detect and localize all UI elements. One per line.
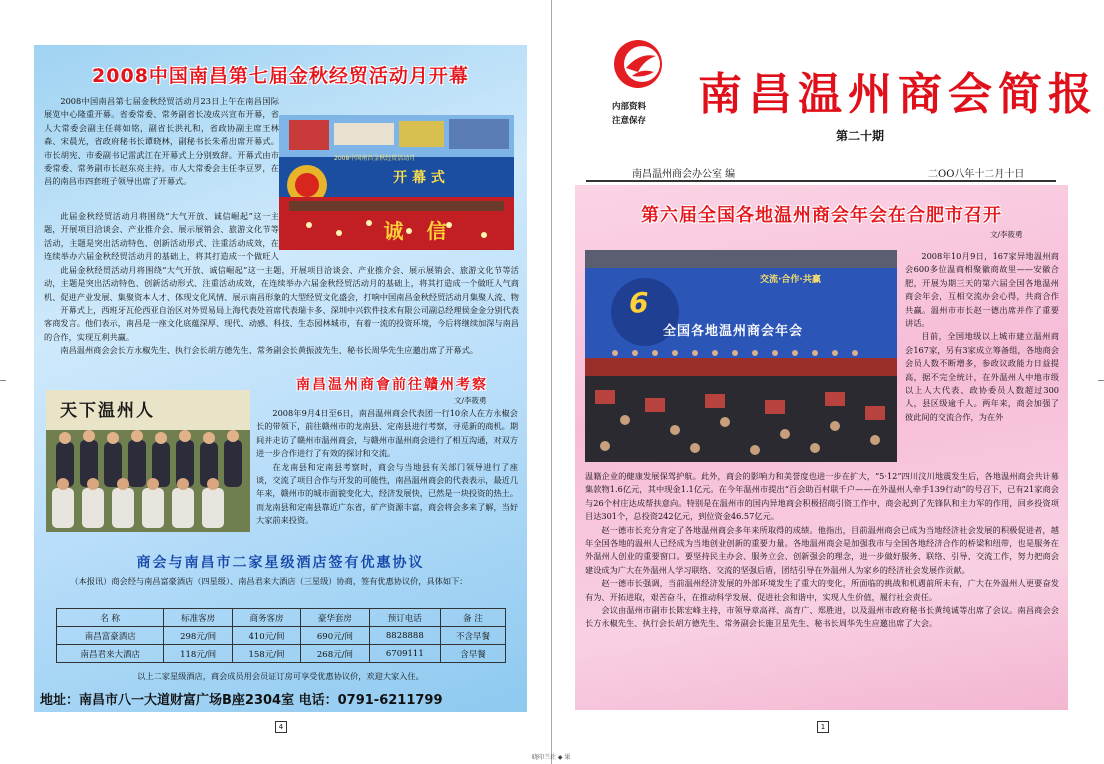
page-number-right: 1 [817,721,829,733]
page-gutter [551,0,552,764]
group-photo [46,390,250,532]
article1-paragraph-tail [44,264,519,304]
opening-ceremony-photo [279,115,514,250]
table-header-cell: 预订电话 [369,609,440,627]
article1-paragraph: 开幕式上，西班牙瓦伦西亚自治区对外贸易局上海代表处首席代表瑞卡多、深圳中兴软件技术有限公司副总经理侯金金分别代表客商发言。他们表示，南昌是一座文化底蕴深厚、现代、动感、科技、生态园林城市，有着一流的投资环境，今后将继续加深与南昌的合作，实现互利共赢。 [44,305,519,342]
byline-2: 文/李筱勇 [454,396,487,405]
group-photo-sign: 天下温州人 [60,401,155,421]
table-cell: 158元/间 [232,645,300,663]
right-main-text [585,470,1059,631]
right-side-column [905,250,1059,424]
issue-date: 二OO八年十二月十日 [928,169,1025,180]
crop-mark-left [0,380,6,381]
logo-captions [612,100,672,128]
article3-intro [54,575,514,588]
conference-hall-illustration [585,250,897,462]
table-cell: 含早餐 [440,645,505,663]
table-header-cell: 标准客房 [164,609,232,627]
right-main-paragraph: 赵一德市长充分肯定了各地温州商会多年来所取得的成绩。他指出，目前温州商会已成为当地经济社会发展的积极促进者，越年全国各地的温州人已经成为当地创业创新的重要力量。各地温州商会是加强我市与全国各地经济合作的桥梁和纽带，也是服务在外温州人创业的重要窗口。要坚持民主办会、服务立会、创新强会的理念，进一步做好服务、联络、引导、交流工作，努力把商会建设成为广大在外温州人学习联络、交流的坚强后盾，团结引导在外温州人为家乡的经济社会发展作贡献。 [585,524,1059,575]
header-rule [586,180,1056,182]
table-header-row [57,609,506,627]
table-cell: 南昌富豪酒店 [57,627,164,645]
table-row [57,627,506,645]
logo-caption-1: 内部资料 [612,102,647,112]
table-cell: 118元/间 [164,645,232,663]
left-subhead-3: 商会与南昌市二家星级酒店签有优惠协议 [136,555,425,571]
logo-caption-2: 注意保存 [612,116,647,126]
right-side-paragraph: 目前，全国地级以上城市建立温州商会167家，另有3家成立筹备组，各地商会会员人数不断增多，参政议政能力日益提高，据不完全统计，在外温州人中地市级以上人大代表、政协委员人数超过300人，县区级逾千人。两年来，商会加强了彼此间的交流合作，为在外 [905,331,1059,422]
left-headline: 2008中国南昌第七届金秋经贸活动月开幕 [92,65,469,87]
conference-banner-1: 交流·合作·共赢 [760,275,821,285]
page-number-left: 4 [275,721,287,733]
table-cell: 268元/间 [301,645,369,663]
table-header-cell: 豪华套房 [301,609,369,627]
ceremony-banner-top: 2008中国南昌金秋经贸活动月 [334,155,416,162]
table-note: 以上二家星级酒店，商会成员用会员证订房可享受优惠协议价，欢迎大家入住。 [137,671,424,681]
table-cell: 690元/间 [301,627,369,645]
hotel-rates-table [56,608,506,663]
table-header-cell: 备 注 [440,609,505,627]
left-subhead-2: 南昌温州商會前往贛州考察 [296,377,488,393]
right-main-paragraph: 温籍企业的健康发展保驾护航。此外，商会的影响力和美誉度也进一步在扩大，“5·12”四川汶川地震发生后，各地温州商会共计募集款物1.6亿元，其中现金1.1亿元。在今年温州市提出“百会助百村联千户——在外温州人牵手139行动”的号召下，已有21家商会与26个村庄达成帮扶意向。特别是在温州市的国内异地商会积极招商引资工作中，商会起到了先锋队和主力军的作用，回乡投资项目达301个，总投资242亿元，到位资金46.57亿元。 [585,471,1059,522]
masthead-title: 南昌温州商会简报 [698,69,1098,120]
address-bar: 地址：南昌市八一大道财富广场B座2304室 电话：0791-6211799 [40,693,443,708]
conference-photo [585,250,897,462]
right-headline: 第六届全国各地温州商会年会在合肥市召开 [641,205,1002,226]
footer-slug: 晓印兰社 ◆ 果 [532,754,571,761]
article1-paragraph: 南昌温州商会会长方永椒先生、执行会长胡方德先生、常务副会长黄振波先生、秘书长周华先生应邀出席了开幕式。 [60,345,478,356]
ceremony-banner-text: 开 幕 式 [393,170,445,186]
article1-paragraph: 此届金秋经贸活动月将围绕“大气开放、诚信崛起”这一主题，开展项目洽谈会、产业推介会、展示展销会、旅游文化节等活动，主题是突出活动特色、创新活动形式、注重活动成效，在连续举办六届金秋经贸活动月的基础上，将其打造成一个做旺人 [44,211,279,262]
table-cell: 8828888 [369,627,440,645]
table-cell: 南昌君来大酒店 [57,645,164,663]
right-side-paragraph: 2008年10月9日，167家异地温州商会600多位温商相聚徽商故里——安徽合肥，开展为期三天的第六届全国各地温州商会年会，互相交流办会心得，共商合作共赢。温州市市长赵一德出席并作了重要讲话。 [905,251,1059,329]
table-header-cell: 名 称 [57,609,164,627]
left-page [34,45,527,712]
article3-intro-paragraph: （本报讯）商会经与南昌富豪酒店（四星级）、南昌君来大酒店（三星级）协商，签有优惠协议价，具体如下： [70,576,468,586]
article2-paragraph: 在龙南县和定南县考察时，商会与当地县有关部门领导进行了座谈，交流了项目合作与开发的可能性，南昌温州商会的代表表示，最近几年来，赣州市的城市面貌变化大，经济发展快，已然是一块投资的热土。而龙南县和定南县靠近广东省，矿产资源丰富，商会将会多来了解，当好大家前来投资。 [256,461,519,526]
article1-paragraph-2: 此届金秋经贸活动月将围绕“大气开放、诚信崛起”这一主题，开展项目洽谈会、产业推介会、展示展销会、旅游文化节等活动，主题是突出活动特色、创新活动形式、注重活动成效，在连续举办六届金秋经贸活动月的基础上，将其打造成一个做旺人气商机、促进产业发展、集聚资本人才、体现文化风情、展示南昌形象的大型经贸文化盛会，打响中国南昌金秋经贸活动月集聚人流、物 [44,265,519,302]
right-byline: 文/李筱勇 [990,230,1023,239]
conference-photo-number: 6 [629,286,649,319]
issue-number: 第二十期 [836,129,885,143]
article1-text-cont [44,210,279,264]
crop-mark-right [1098,380,1104,381]
right-page [575,185,1068,710]
article2-paragraph: 2008年9月4日至6日，南昌温州商会代表团一行10余人在方永椒会长的带领下，前往赣州市的龙南县、定南县进行考察，寻觅新的商机。期间并走访了赣州市温州商会，与赣州市温州商会进行了相互沟通，对双方进一步合作进行了有效的探讨和交流。 [256,408,519,459]
ceremony-flower-text: 诚 信 [383,219,455,243]
article1-text-wide [44,264,519,358]
article1-text-narrow [44,95,279,189]
right-main-paragraph: 会议由温州市副市长陈宏峰主持，市领导章高祥、高育广、郑胜进，以及温州市政府秘书长黄纯诚等出席了会议。南昌商会会长方永椒先生、执行会长胡方德先生、常务副会长施卫星先生、秘书长周华先生应邀出席了大会。 [585,605,1059,629]
right-main-paragraph: 赵一德市长强调，当前温州经济发展的外部环境发生了重大的变化，所面临的挑战和机遇前所未有，广大在外温州人更要奋发有为、开拓进取，艰苦奋斗，在推动科学发展、促进社会和谐中，实现人生价值，履行社会责任。 [585,578,1059,602]
conference-banner-2: 全国各地温州商会年会 [663,324,804,339]
table-header-cell: 商务客房 [232,609,300,627]
table-row [57,645,506,663]
table-cell: 410元/间 [232,627,300,645]
article2-text [256,407,518,528]
table-cell: 298元/间 [164,627,232,645]
table-cell: 6709111 [369,645,440,663]
article1-paragraph: 2008中国南昌第七届金秋经贸活动月23日上午在南昌国际展览中心隆重开幕。省委常委、常务副省长凌成兴宣布开幕，省人大常委会副主任蒋如铭，副省长洪礼和，省政协副主席王林森、宋晨光，省政府秘书长谭晓林，副秘书长朱希出席开幕式。市长胡宪、市委副书记雷武江在开幕式上分别致辞。开幕式由市委常委、常务副市长赵东亮主持。市人大常委会主任李豆罗，在昌的南昌市四套班子领导出席了开幕式。 [44,96,279,187]
chamber-logo-icon [612,38,664,94]
editor-line: 南昌温州商会办公室 编 [632,169,736,180]
table-cell: 不含早餐 [440,627,505,645]
